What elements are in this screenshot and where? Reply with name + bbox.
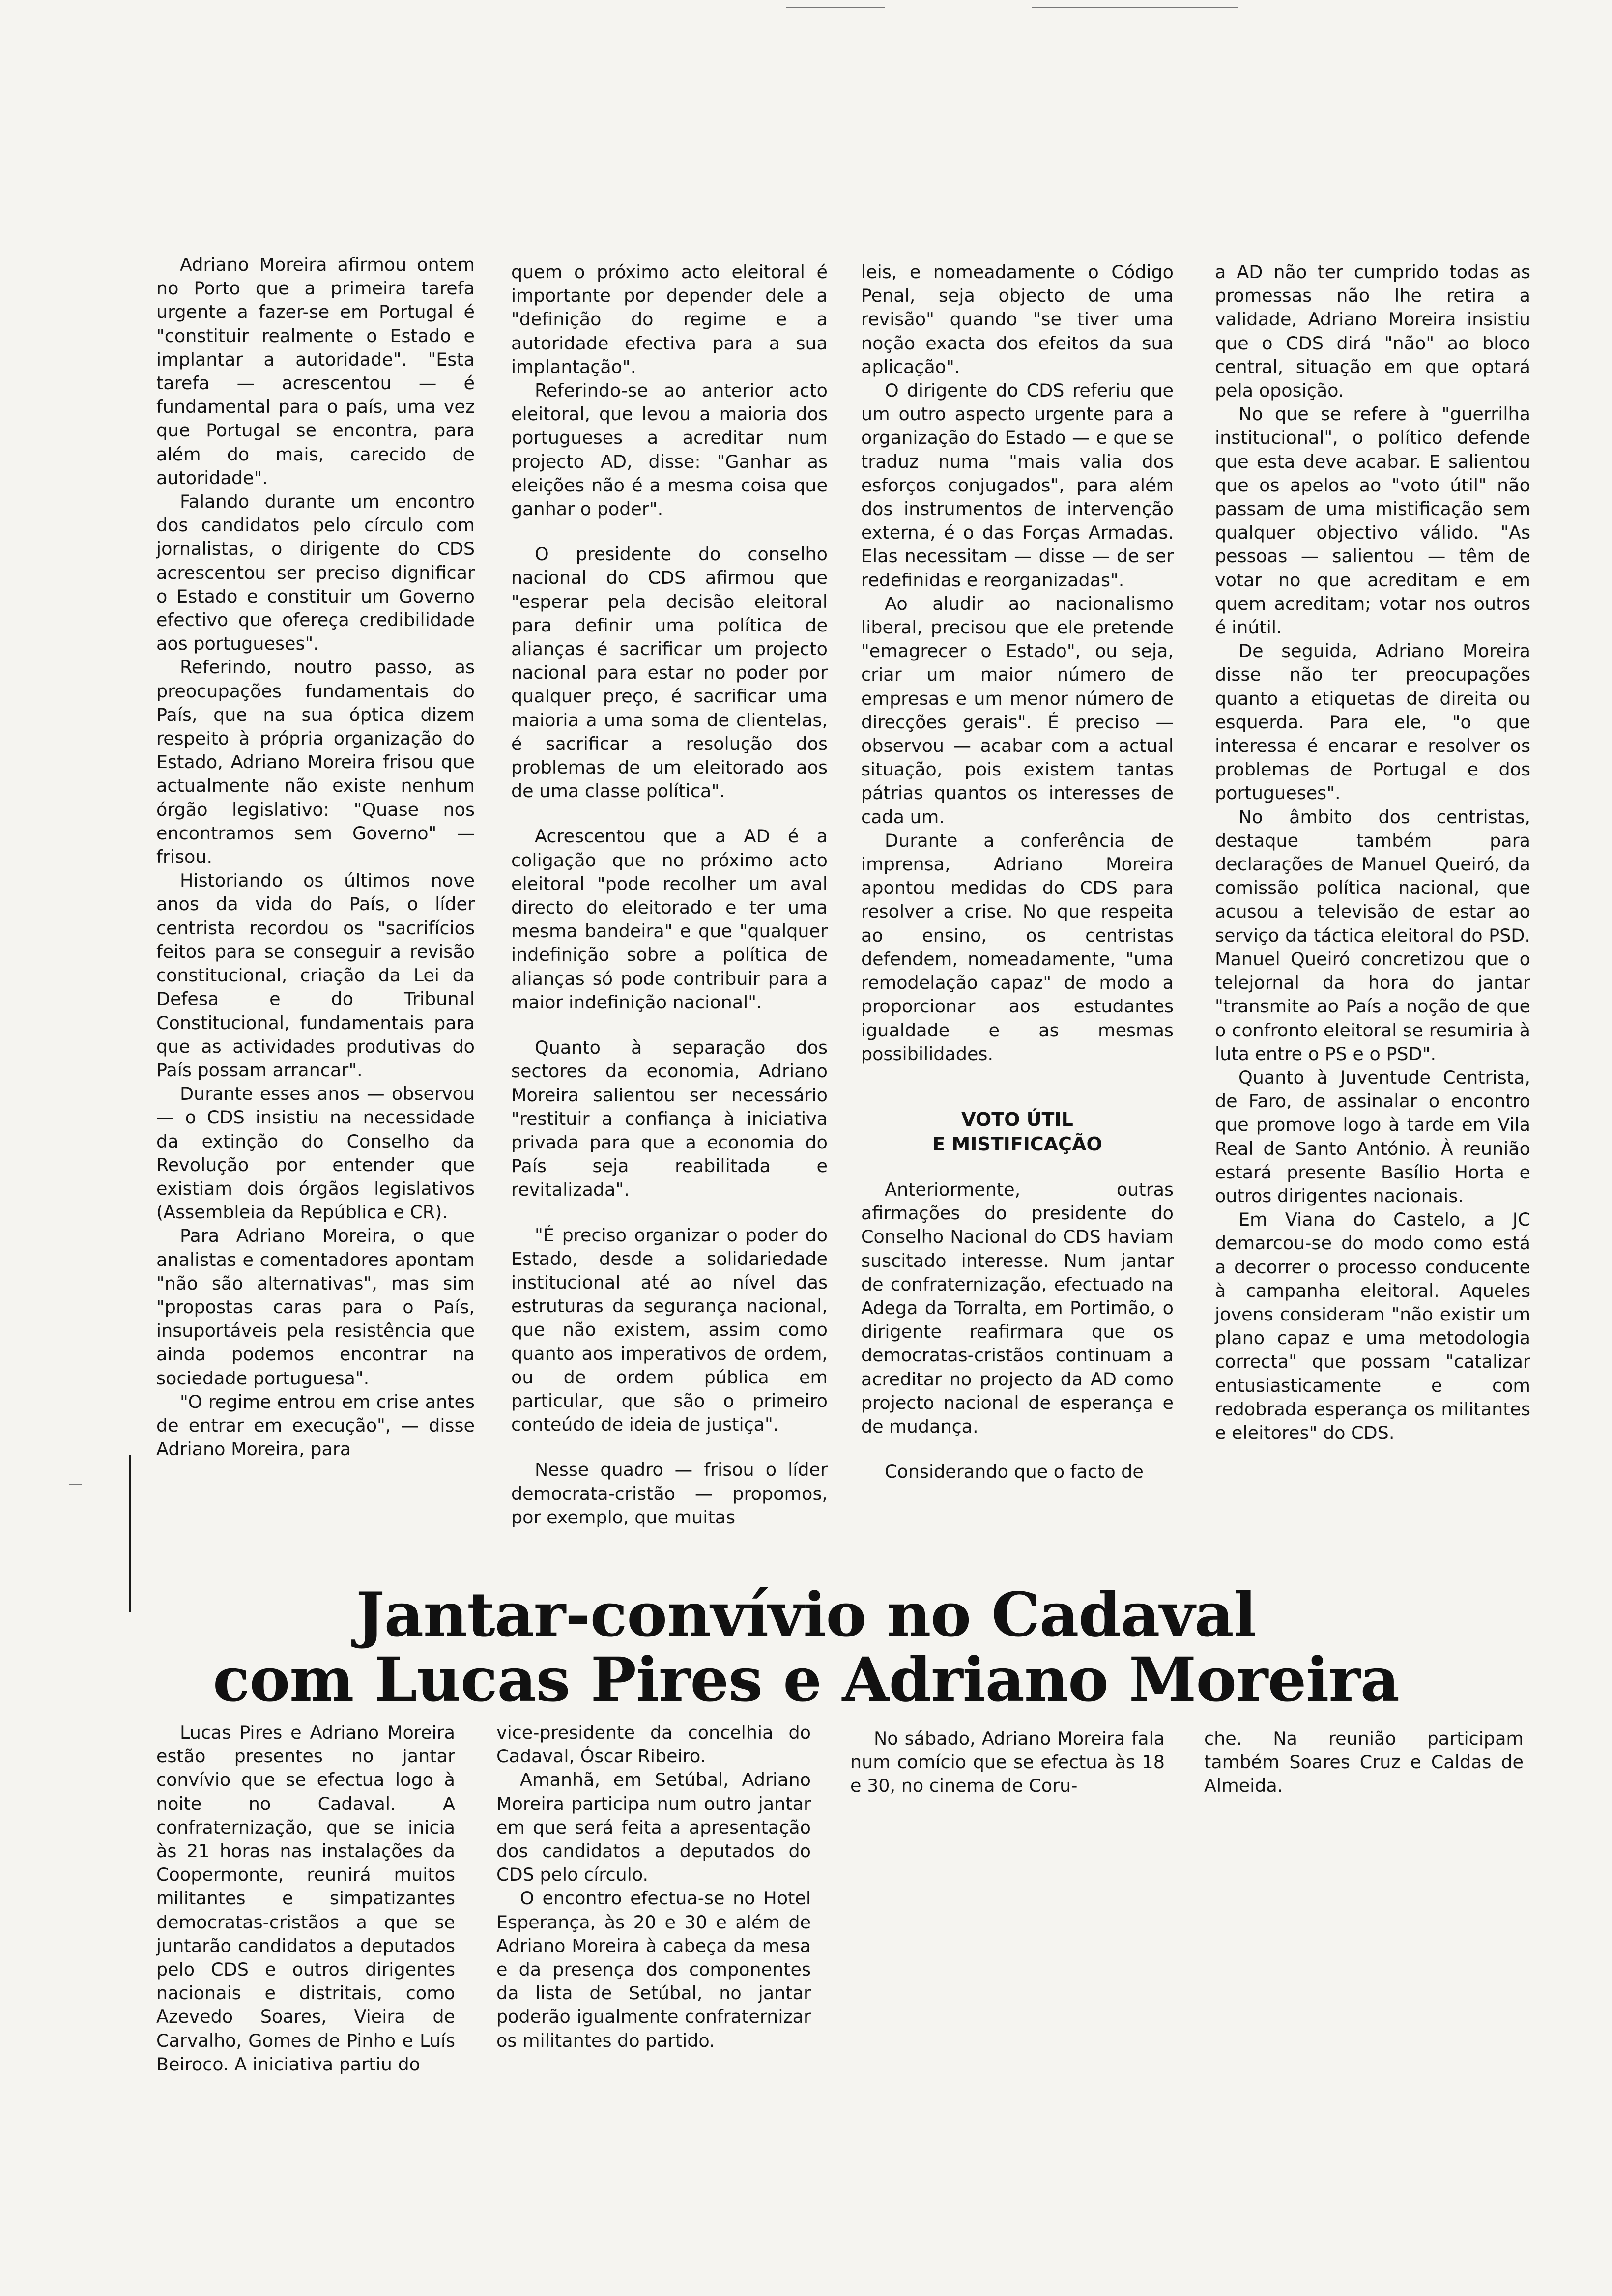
paragraph: Para Adriano Moreira, o que analistas e comentadores apontam "não são alternativas", mas sim "propostas caras para o País, insuportáveis pela resistência que ainda podemos encontrar na sociedade portuguesa". xyxy=(156,1225,475,1389)
article-column-2 xyxy=(511,260,828,1529)
subheading-line: VOTO ÚTIL xyxy=(961,1108,1073,1130)
paragraph: No âmbito dos centristas, destaque também para declarações de Manuel Queiró, da comissão política nacional, que acusou a televisão de estar ao serviço da táctica eleitoral do PSD. Manuel Queiró concretizou que o telejornal da hora do jantar "transmite ao País a noção de que o confronto eleitoral se resumiria à luta entre o PS e o PSD". xyxy=(1215,806,1530,1064)
paragraph: "O regime entrou em crise antes de entrar em execução", — disse Adriano Moreira, para xyxy=(156,1391,475,1460)
article2-column-2 xyxy=(496,1721,811,2053)
paragraph: Durante esses anos — observou — o CDS insistiu na necessidade da extinção do Conselho da Revolução por entender que existiam dois órgãos legislativos (Assembleia da República e CR). xyxy=(156,1083,475,1223)
paragraph: Ao aludir ao nacionalismo liberal, precisou que ele pretende "emagrecer o Estado", ou seja, criar um maior número de empresas e um menor número de direcções gerais". É preciso — observou — acabar com a actual situação, pois existem tantas pátrias quantos os interesses de cada um. xyxy=(861,593,1174,828)
top-rule xyxy=(786,7,885,8)
article2-column-4 xyxy=(1204,1727,1524,1798)
article2-column-1 xyxy=(156,1721,455,2076)
paragraph: Quanto à Juventude Centrista, de Faro, de assinalar o encontro que promove logo à tarde em Vila Real de Santo António. À reunião estará presente Basílio Horta e outros dirigentes nacionais. xyxy=(1215,1066,1530,1206)
paragraph: Lucas Pires e Adriano Moreira estão presentes no jantar convívio que se efectua logo à noite no Cadaval. A confraternização, que se inicia às 21 horas nas instalações da Coopermonte, reunirá muitos militantes e simpatizantes democratas-cristãos a que se juntarão candidatos a deputados pelo CDS e outros dirigentes nacionais e distritais, como Azevedo Soares, Vieira de Carvalho, Gomes de Pinho e Luís Beiroco. A iniciativa partiu do xyxy=(156,1722,455,2075)
paragraph: Adriano Moreira afirmou ontem no Porto que a primeira tarefa urgente a fazer-se em Portugal é "constituir realmente o Estado e implantar a autoridade". "Esta tarefa — acrescentou — é fundamental para o país, uma vez que Portugal se encontra, para além do mais, carecido de autoridade". xyxy=(156,254,475,488)
paragraph: Durante a conferência de imprensa, Adriano Moreira apontou medidas do CDS para resolver a crise. No que respeita ao ensino, os centristas defendem, nomeadamente, "uma remodelação capaz" de modo a proporcionar aos estudantes igualdade e as mesmas possibilidades. xyxy=(861,830,1174,1064)
paragraph: Referindo-se ao anterior acto eleitoral, que levou a maioria dos portugueses a acreditar num projecto AD, disse: "Ganhar as eleições não é a mesma coisa que ganhar o poder". xyxy=(511,380,828,520)
article-column-4 xyxy=(1215,260,1530,1445)
paragraph: "É preciso organizar o poder do Estado, desde a solidariedade institucional até ao nível das estruturas da segurança nacional, que não existem, assim como quanto aos imperativos de ordem, ou de ordem pública em particular, que são o primeiro conteúdo de ideia de justiça". xyxy=(511,1224,828,1435)
paragraph: Amanhã, em Setúbal, Adriano Moreira participa num outro jantar em que será feita a apresentação dos candidatos a deputados do CDS pelo círculo. xyxy=(496,1769,811,1886)
article2-column-3 xyxy=(850,1727,1165,1798)
paragraph: No que se refere à "guerrilha institucional", o político defende que esta deve acabar. E salientou que os apelos ao "voto útil" não passam de uma mistificação sem qualquer objectivo válido. "As pessoas — salientou — têm de votar no que acreditam e em quem acreditam; votar nos outros é inútil. xyxy=(1215,403,1530,638)
paragraph: Referindo, noutro passo, as preocupações fundamentais do País, que na sua óptica dizem respeito à própria organização do Estado, Adriano Moreira frisou que actualmente não existe nenhum órgão legislativo: "Quase nos encontramos sem Governo" — frisou. xyxy=(156,657,475,868)
top-rule xyxy=(1032,7,1238,8)
headline-line-2: com Lucas Pires e Adriano Moreira xyxy=(212,1644,1400,1716)
paragraph: Anteriormente, outras afirmações do presidente do Conselho Nacional do CDS haviam suscitado interesse. Num jantar de confraternização, efectuado na Adega da Torralta, em Portimão, o dirigente reafirmara que os democratas-cristãos continuam a acreditar no projecto da AD como projecto nacional de esperança e de mudança. xyxy=(861,1178,1174,1437)
paragraph: Considerando que o facto de xyxy=(885,1461,1144,1483)
paragraph: O presidente do conselho nacional do CDS afirmou que "esperar pela decisão eleitoral para definir uma política de alianças é sacrificar um projecto nacional para estar no poder por qualquer preço, é sacrificar uma maioria a uma soma de clientelas, é sacrificar a resolução dos problemas de um eleitorado aos de uma classe política". xyxy=(511,544,828,802)
paragraph: vice-presidente da concelhia do Cadaval, Óscar Ribeiro. xyxy=(496,1722,811,1767)
paragraph: No sábado, Adriano Moreira fala num comício que se efectua às 18 e 30, no cinema de Coru- xyxy=(850,1728,1165,1797)
paragraph: Falando durante um encontro dos candidatos pelo círculo com jornalistas, o dirigente do CDS acrescentou ser preciso dignificar o Estado e constituir um Governo efectivo que ofereça credibilidade aos portugueses". xyxy=(156,491,475,655)
paragraph: Quanto à separação dos sectores da economia, Adriano Moreira salientou ser necessário "restituir a confiança à iniciativa privada para que a economia do País seja reabilitada e revitalizada". xyxy=(511,1037,828,1201)
headline-line-1: Jantar-convívio no Cadaval xyxy=(356,1579,1256,1651)
paragraph: De seguida, Adriano Moreira disse não ter preocupações quanto a etiquetas de direita ou esquerda. Para ele, "o que interessa é encarar e resolver os problemas de Portugal e dos portugueses". xyxy=(1215,640,1530,804)
paragraph: Acrescentou que a AD é a coligação que no próximo acto eleitoral "pode recolher um aval directo do eleitorado e ter uma mesma bandeira" e que "qualquer indefinição sobre a política de alianças só pode contribuir para a maior indefinição nacional". xyxy=(511,826,828,1013)
paragraph: Nesse quadro — frisou o líder democrata-cristão — propomos, por exemplo, que muitas xyxy=(511,1459,828,1528)
paragraph: O encontro efectua-se no Hotel Esperança, às 20 e 30 e além de Adriano Moreira à cabeça da mesa e da presença dos componentes da lista de Setúbal, no jantar poderão igualmente confraternizar os militantes do partido. xyxy=(496,1888,811,2051)
paragraph: che. Na reunião participam também Soares Cruz e Caldas de Almeida. xyxy=(1204,1728,1524,1797)
article-column-1 xyxy=(156,253,475,1461)
article-column-3 xyxy=(861,260,1174,1484)
subheading-line: E MISTIFICAÇÃO xyxy=(932,1133,1102,1155)
paragraph: O dirigente do CDS referiu que um outro aspecto urgente para a organização do Estado — e que se traduz numa "mais valia dos esforços conjugados", para além dos instrumentos de intervenção externa, é o das Forças Armadas. Elas necessitam — disse — de ser redefinidas e reorganizadas". xyxy=(861,380,1174,591)
paragraph: quem o próximo acto eleitoral é importante por depender dele a "definição do regime e a autoridade efectiva para a sua implantação". xyxy=(511,261,828,377)
margin-mark xyxy=(69,1484,82,1485)
paragraph: leis, e nomeadamente o Código Penal, seja objecto de uma revisão" quando "se tiver uma noção exacta dos efeitos da sua aplicação". xyxy=(861,261,1174,377)
paragraph: Em Viana do Castelo, a JC demarcou-se do modo como está a decorrer o processo conducente à campanha eleitoral. Aqueles jovens consideram "não existir um plano capaz e uma metodologia correcta" que possam "catalizar entusiasticamente e com redobrada esperança os militantes e eleitores" do CDS. xyxy=(1215,1209,1530,1443)
subheading xyxy=(861,1107,1174,1156)
paragraph: Historiando os últimos nove anos da vida do País, o líder centrista recordou os "sacrifícios feitos para se conseguir a revisão constitucional, criação da Lei da Defesa e do Tribunal Constitucional, fundamentais para que as actividades produtivas do País possam arrancar". xyxy=(156,870,475,1081)
paragraph: a AD não ter cumprido todas as promessas não lhe retira a validade, Adriano Moreira insistiu que o CDS dirá "não" ao bloco central, situação em que optará pela oposição. xyxy=(1215,261,1530,402)
